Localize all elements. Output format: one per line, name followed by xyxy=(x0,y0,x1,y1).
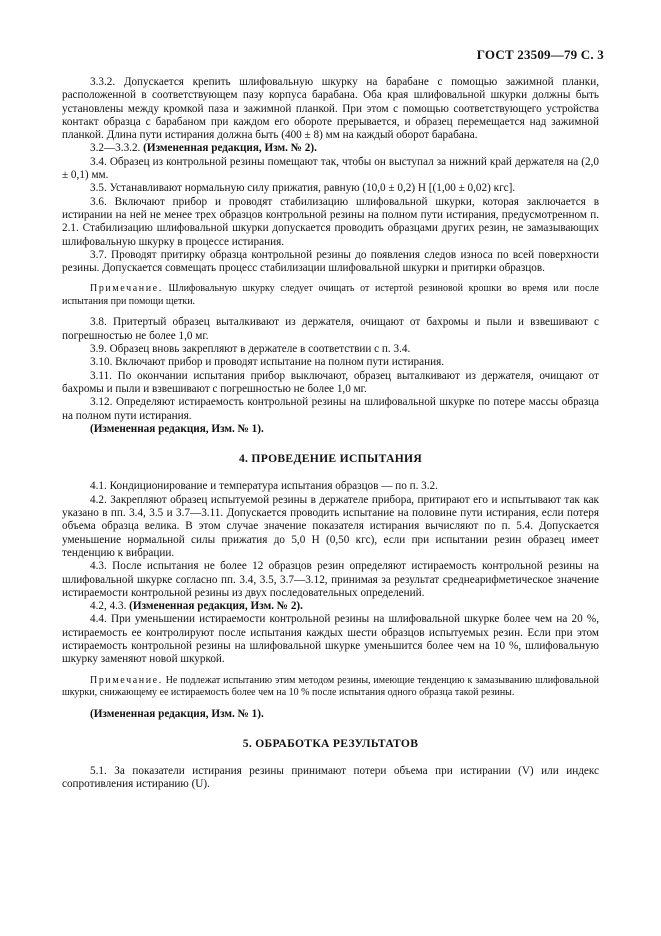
paragraph: 3.12. Определяют истираемость контрольной резины на шлифовальной шкурке по потере массы образца на полном пути истирания. xyxy=(62,396,599,422)
paragraph: 3.9. Образец вновь закрепляют в держателе в соответствии с п. 3.4. xyxy=(90,343,411,356)
paragraph: 3.11. По окончании испытания прибор выключают, образец выталкивают из держателя, очищают от бахромы и пыли и взвешивают с погрешностью не более 1,0 мг. xyxy=(62,369,599,395)
amendment-note: (Измененная редакция, Изм. № 1). xyxy=(90,422,264,435)
note xyxy=(62,283,599,308)
paragraph: 4.4. При уменьшении истираемости контрольной резины на шлифовальной шкурке более чем на 20 %, истираемость ее контролируют после испытания каждых шести образцов испытуемых резин. Если при этом истираемость контрольной резины на шлифовальной шкурке уменьшится более чем на 10 %, шлифовальную шкурку заменяют новой шкуркой. xyxy=(62,613,599,666)
document-body xyxy=(62,76,599,792)
amendment-ref: 3.2—3.3.2. xyxy=(90,142,141,155)
amendment-text: (Измененная редакция, Изм. № 2). xyxy=(129,600,303,613)
page-header: ГОСТ 23509—79 С. 3 xyxy=(476,47,604,62)
amendment-note xyxy=(62,600,599,613)
amendment-note: (Измененная редакция, Изм. № 1). xyxy=(90,707,264,720)
paragraph: 3.4. Образец из контрольной резины помещают так, чтобы он выступал за нижний край держателя на (2,0 ± 0,1) мм. xyxy=(62,155,599,182)
paragraph: 3.7. Проводят притирку образца контрольной резины до появления следов износа по всей поверхности резины. Допускается совмещать процесс стабилизации шлифовальной шкурки и притирки образцов. xyxy=(62,248,599,275)
paragraph: 3.6. Включают прибор и проводят стабилизацию шлифовальной шкурки, которая заключается в истирании на ней не менее трех образцов контрольной резины на полном пути истирания, предусмотренном п. 2.1. Стабилизацию шлифовальной шкурки допускается проводить образцами других резин, не замазывающих шлифовальную шкурку в процессе истирания. xyxy=(62,195,599,248)
amendment-note xyxy=(62,142,599,155)
paragraph: 4.1. Кондиционирование и температура испытания образцов — по п. 3.2. xyxy=(90,480,438,493)
paragraph: 4.3. После испытания не более 12 образцов резин определяют истираемость контрольной резины на шлифовальной шкурке согласно пп. 3.4, 3.5, 3.7—3.12, принимая за результат среднеарифметическое значение истираемости контрольной резины из двух последовательных определений. xyxy=(62,560,599,599)
note xyxy=(62,675,599,700)
section-5-heading: 5. ОБРАБОТКА РЕЗУЛЬТАТОВ xyxy=(242,736,419,750)
section-4-heading: 4. ПРОВЕДЕНИЕ ИСПЫТАНИЯ xyxy=(238,452,423,466)
paragraph: 3.3.2. Допускается крепить шлифовальную шкурку на барабане с помощью зажимной планки, расположенной в соответствующем пазу корпуса барабана. Оба края шлифовальной шкурки должны быть установлены между кромкой паза и зажимной планкой. При этом с помощью соответствующего устройства контакт образца с барабаном при каждом его обороте прерывается, и образец перемещается над зажимной планкой. Длина пути истирания должна быть (400 ± 8) мм на каждый оборот барабана. xyxy=(62,76,599,142)
note-label: Примечание. xyxy=(90,283,163,295)
note-text: Не подлежат испытанию этим методом резины, имеющие тенденцию к замазыванию шлифовальной шкурки, снижающему ее истираемость более чем на 10 % после испытания одного образца такой резины. xyxy=(62,674,599,699)
note-text: Шлифовальную шкурку следует очищать от истертой резиновой крошки во время или после испытания при помощи щетки. xyxy=(62,283,599,307)
paragraph: 3.10. Включают прибор и проводят испытание на полном пути истирания. xyxy=(90,356,445,369)
amendment-text: (Измененная редакция, Изм. № 2). xyxy=(143,142,317,155)
amendment-ref: 4.2, 4.3. xyxy=(90,600,127,613)
paragraph: 5.1. За показатели истирания резины принимают потери объема при истирании (V) или индекс сопротивления истиранию (U). xyxy=(62,765,599,791)
paragraph: 3.8. Притертый образец выталкивают из держателя, очищают от бахромы и пыли и взвешивают с погрешностью не более 1,0 мг. xyxy=(62,316,599,342)
paragraph: 3.5. Устанавливают нормальную силу прижатия, равную (10,0 ± 0,2) Н [(1,00 ± 0,02) кгс]. xyxy=(90,182,516,195)
paragraph: 4.2. Закрепляют образец испытуемой резины в держателе прибора, притирают его и испытывают так как указано в пп. 3.4, 3.5 и 3.7—3.11. Допускается проводить испытание на половине пути истирания, если потеря объема образца велика. В этом случае значение показателя истирания вычисляют по п. 5.4. Допускается уменьшение нормальной силы прижатия до 5,0 Н (0,50 кгс), если при испытании резин образец имеет тенденцию к вибрации. xyxy=(62,493,599,559)
note-label: Примечание. xyxy=(90,674,163,686)
